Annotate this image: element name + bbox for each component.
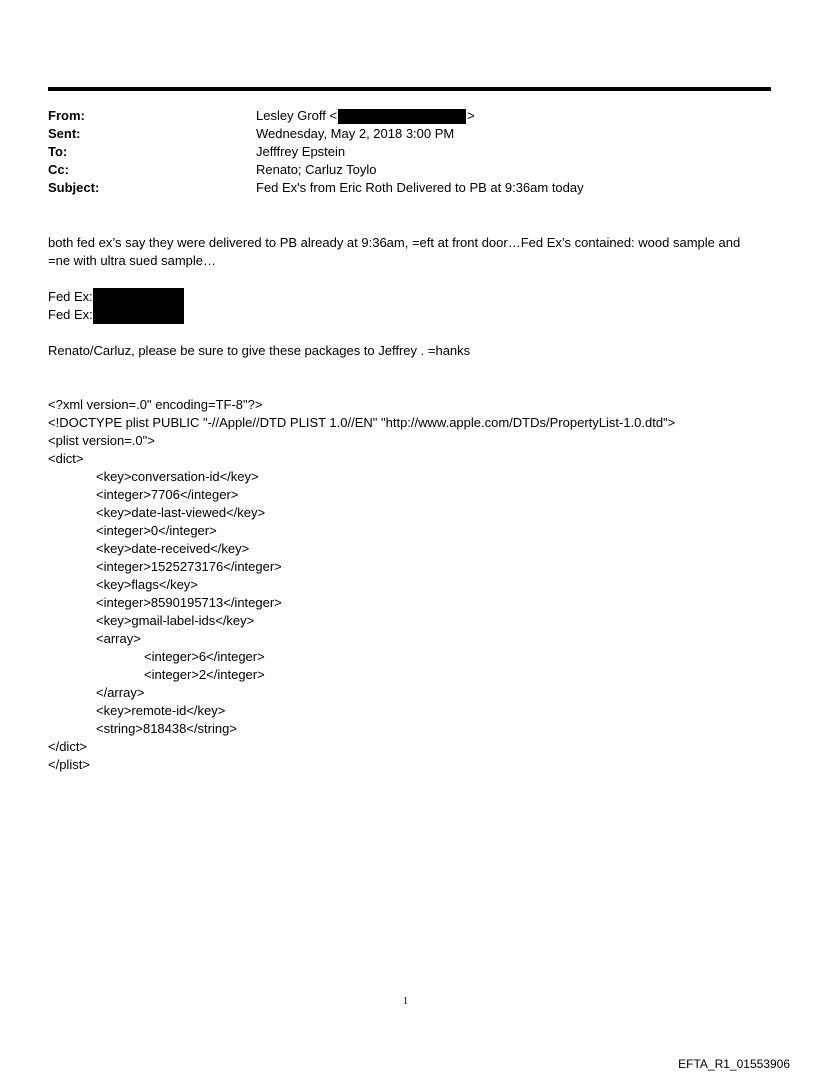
plist-line: <?xml version=.0" encoding=TF-8"?> <box>48 397 263 412</box>
plist-line: <!DOCTYPE plist PUBLIC "-//Apple//DTD PLIST 1.0//EN" "http://www.apple.com/DTDs/PropertyList-1.0.dtd"> <box>48 415 676 430</box>
fedex-label: Fed Ex: <box>48 307 93 322</box>
to-value: Jefffrey Epstein <box>256 144 346 159</box>
plist-line: <key>remote-id</key> <box>96 703 226 718</box>
from-name: Lesley Groff < <box>256 108 338 123</box>
plist-line: <integer>8590195713</integer> <box>96 595 282 610</box>
plist-line: </plist> <box>48 757 90 772</box>
redacted-email <box>338 109 466 124</box>
plist-line: <dict> <box>48 451 84 466</box>
plist-line: </dict> <box>48 739 88 754</box>
plist-line: <integer>1525273176</integer> <box>96 559 282 574</box>
plist-line: <integer>0</integer> <box>96 523 217 538</box>
from-value <box>256 108 475 124</box>
sent-value: Wednesday, May 2, 2018 3:00 PM <box>256 126 455 141</box>
redacted-tracking-number <box>93 306 184 324</box>
fedex-label: Fed Ex: <box>48 289 93 304</box>
subject-value: Fed Ex's from Eric Roth Delivered to PB at 9:36am today <box>256 180 584 195</box>
to-label: To: <box>48 144 68 159</box>
plist-line: <key>flags</key> <box>96 577 198 592</box>
plist-line: <string>818438</string> <box>96 721 237 736</box>
paragraph-line: both fed ex’s say they were delivered to PB already at 9:36am, =eft at front door…Fed Ex’s contained: wood sample and <box>48 235 741 250</box>
page-number: 1 <box>403 996 408 1007</box>
redacted-tracking-number <box>93 288 184 306</box>
plist-line: <integer>2</integer> <box>144 667 265 682</box>
fedex-row-1 <box>48 288 93 306</box>
fedex-row-2 <box>48 306 93 324</box>
paragraph-line: =ne with ultra sued sample… <box>48 253 217 268</box>
message-paragraph-1 <box>48 234 740 270</box>
message-paragraph-2: Renato/Carluz, please be sure to give these packages to Jeffrey . =hanks <box>48 343 471 358</box>
cc-label: Cc: <box>48 162 69 177</box>
plist-line: <key>date-last-viewed</key> <box>96 505 266 520</box>
subject-label: Subject: <box>48 180 100 195</box>
plist-line: </array> <box>96 685 145 700</box>
plist-line: <key>conversation-id</key> <box>96 469 259 484</box>
from-label: From: <box>48 108 85 123</box>
fedex-tracking-block <box>48 288 93 324</box>
header-rule <box>48 87 771 91</box>
plist-line: <key>date-received</key> <box>96 541 250 556</box>
plist-line: <key>gmail-label-ids</key> <box>96 613 255 628</box>
plist-line: <plist version=.0"> <box>48 433 155 448</box>
plist-block <box>48 396 675 774</box>
cc-value: Renato; Carluz Toylo <box>256 162 377 177</box>
plist-line: <integer>6</integer> <box>144 649 265 664</box>
document-id: EFTA_R1_01553906 <box>678 1057 790 1071</box>
plist-line: <integer>7706</integer> <box>96 487 239 502</box>
sent-label: Sent: <box>48 126 81 141</box>
from-close: > <box>467 108 475 123</box>
plist-line: <array> <box>96 631 141 646</box>
